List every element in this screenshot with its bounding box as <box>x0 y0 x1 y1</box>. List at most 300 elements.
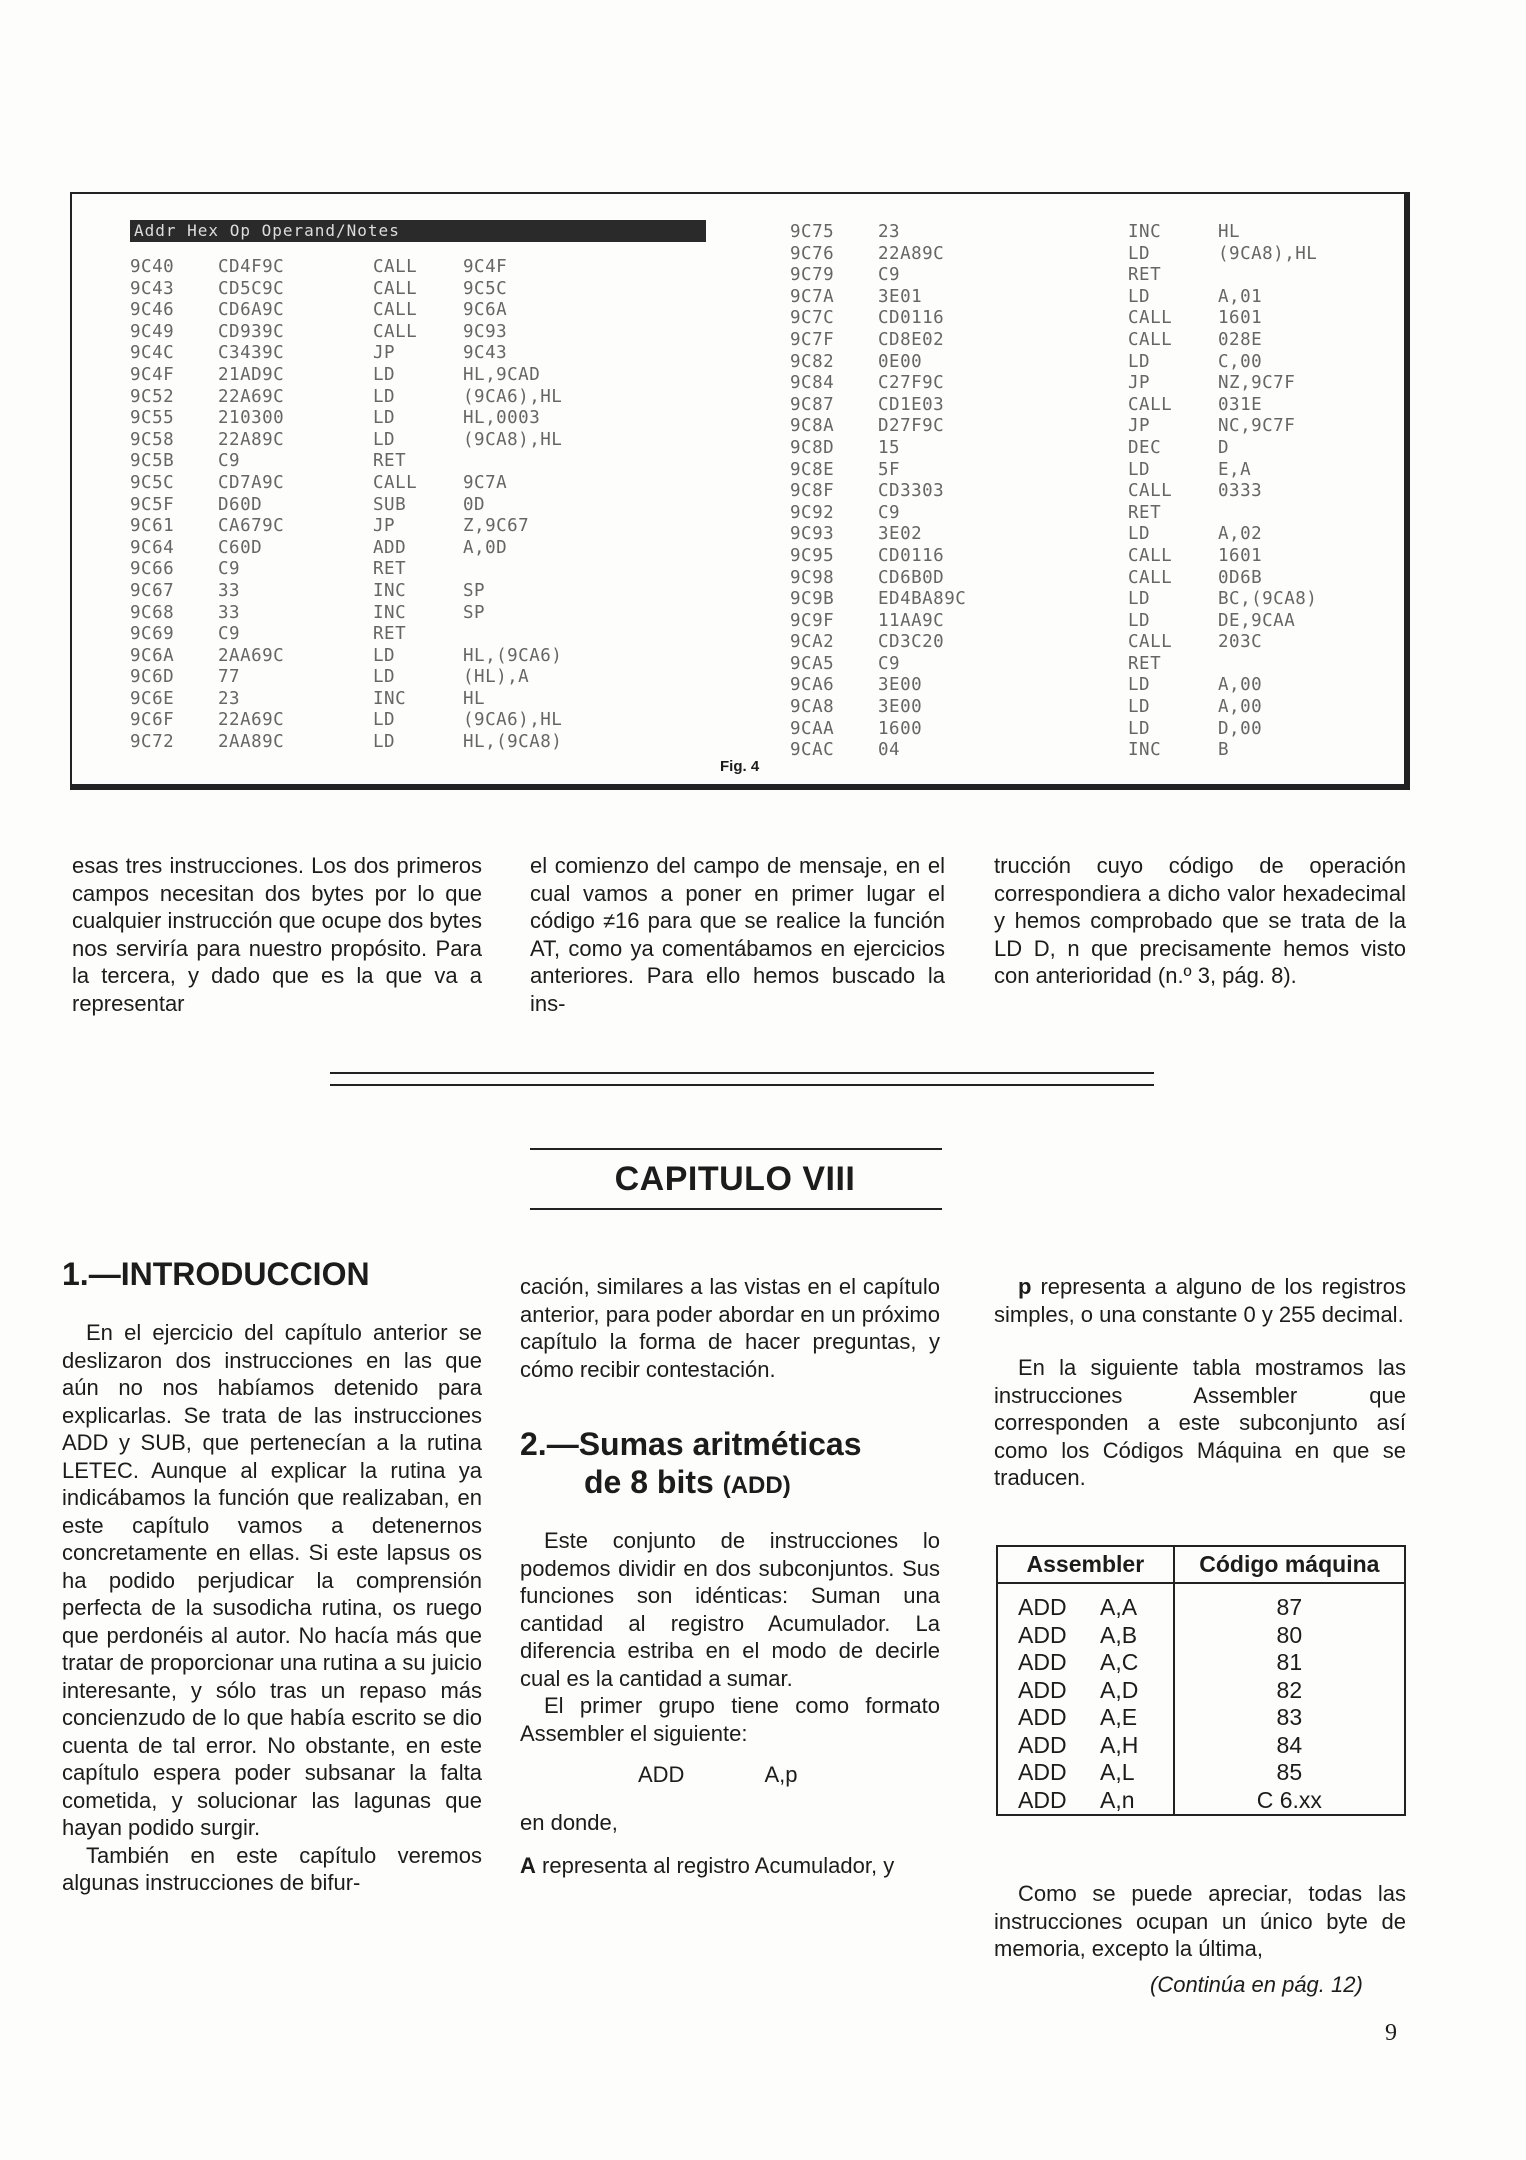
section-1-para-1: En el ejercicio del capítulo anterior se deslizaron dos instrucciones en las que aún no nos habíamos detenido para explicarlas. Se trata de las instrucciones ADD y SUB, que pertenecían a la rutina LETEC. Aunque al explicar la rutina ya indicábamos la función que realizaban, en este capítulo vamos a detenernos concretamente en ellas. Si este lapsus os ha podido perjudicar la comprensión perfecta de la susodicha rutina, os ruego que perdonéis al autor. No hacía más que tratar de proporcionar una rutina a su juicio interesante, y sólo tras un repaso más concienzudo de lo que había escrito se dio cuenta de tal error. No obstante, en este capítulo espera poder subsanar la falta cometida, y solucionar las lagunas que hayan podido surgir. <box>62 1320 482 1840</box>
listing-opcode: DEC <box>1128 437 1162 458</box>
operands: A,n <box>1100 1786 1135 1813</box>
listing-operand: 9C43 <box>463 343 508 364</box>
listing-hex: 0E00 <box>878 351 923 372</box>
left-row <box>130 559 703 581</box>
section-2-heading-line-2-wrap <box>520 1463 940 1505</box>
left-row <box>130 279 703 301</box>
section-2-heading <box>520 1425 940 1505</box>
listing-address: 9CA2 <box>790 632 835 653</box>
listing-address: 9C8D <box>790 437 835 458</box>
listing-hex: CD0116 <box>878 308 945 329</box>
listing-operand: DE,9CAA <box>1218 610 1296 631</box>
listing-operand: 9C7A <box>463 472 508 493</box>
top-text-2: el comienzo del campo de mensaje, en el cual vamos a poner en primer lugar el código ≠16 para que se realice la función AT, como ya comentábamos en ejercicios anteriores. Para ello hemos buscado la ins- <box>530 853 945 1016</box>
listing-address: 9C64 <box>130 537 175 558</box>
listing-hex: 33 <box>218 580 241 601</box>
listing-hex: C9 <box>218 559 241 580</box>
p-symbol: p <box>1018 1274 1032 1299</box>
listing-address: 9C49 <box>130 321 175 342</box>
left-row <box>130 473 703 495</box>
col2-para-3: El primer grupo tiene como formato Assembler el siguiente: <box>520 1693 940 1746</box>
listing-address: 9C6A <box>130 645 175 666</box>
continued-note: (Continúa en pág. 12) <box>1150 1972 1363 1997</box>
right-row <box>790 265 1478 287</box>
listing-operand: C,00 <box>1218 351 1263 372</box>
listing-opcode: SUB <box>373 494 407 515</box>
listing-address: 9C87 <box>790 394 835 415</box>
listing-hex: CA679C <box>218 516 285 537</box>
right-row <box>790 481 1478 503</box>
col3-bottom <box>994 1880 1406 1963</box>
figure-caption: Fig. 4 <box>720 758 760 775</box>
table-body <box>997 1583 1405 1815</box>
operands: A,L <box>1100 1759 1135 1785</box>
listing-operand: HL,(9CA8) <box>463 732 563 753</box>
listing-address: 9C5B <box>130 451 175 472</box>
col2-a-def <box>520 1852 940 1880</box>
col3-p-def <box>994 1273 1406 1328</box>
body-column-2 <box>520 1273 940 1880</box>
listing-hex: 77 <box>218 667 241 688</box>
listing-opcode: ADD <box>373 537 407 558</box>
listing-operand: A,0D <box>463 537 508 558</box>
listing-opcode: RET <box>373 624 407 645</box>
listing-opcode: LD <box>373 645 396 666</box>
machine-code-cell: C 6.xx <box>1256 1786 1322 1813</box>
listing-hex: 22A69C <box>218 710 285 731</box>
listing-hex: CD0116 <box>878 545 945 566</box>
listing-operand <box>463 451 703 473</box>
listing-address: 9C43 <box>130 278 175 299</box>
left-row <box>130 365 703 387</box>
listing-hex: 04 <box>878 740 901 761</box>
listing-operand: 1601 <box>1218 308 1263 329</box>
listing-hex: CD6A9C <box>218 300 285 321</box>
listing-opcode: JP <box>373 343 396 364</box>
listing-address: 9CAA <box>790 718 835 739</box>
listing-hex: 22A89C <box>878 243 945 264</box>
operands: A,E <box>1100 1704 1138 1730</box>
table-row <box>997 1677 1405 1705</box>
listing-operand: SP <box>463 580 486 601</box>
listing-hex: 33 <box>218 602 241 623</box>
left-row <box>130 689 703 711</box>
listing-operand: 203C <box>1218 632 1263 653</box>
left-row <box>130 624 703 646</box>
listing-address: 9C5C <box>130 472 175 493</box>
listing-address: 9C9B <box>790 589 835 610</box>
right-row <box>790 244 1478 266</box>
body-column-1 <box>62 1255 482 1897</box>
table-header-code: Código máquina <box>1174 1546 1405 1583</box>
listing-operand <box>463 559 703 581</box>
section-1-para-2: También en este capítulo veremos algunas instrucciones de bifur- <box>62 1842 482 1895</box>
col3-para-2: En la siguiente tabla mostramos las instrucciones Assembler que corresponden a este subconjunto así como los Códigos Máquina en que se traducen. <box>994 1355 1406 1490</box>
listing-operand: SP <box>463 602 486 623</box>
listing-operand: HL,(9CA6) <box>463 645 563 666</box>
format-arg: A,p <box>764 1762 798 1787</box>
mnemonic: ADD <box>1018 1704 1067 1730</box>
listing-address: 9C8A <box>790 416 835 437</box>
top-text-3: trucción cuyo código de operación correspondiera a dicho valor hexadecimal y hemos comprobado que se trata de la LD D, n que precisamente hemos visto con anterioridad (n.º 3, pág. 8). <box>994 853 1406 988</box>
format-op: ADD <box>638 1762 685 1787</box>
listing-hex: CD5C9C <box>218 278 285 299</box>
listing-operand: 1601 <box>1218 545 1263 566</box>
col3-para-3: Como se puede apreciar, todas las instrucciones ocupan un único byte de memoria, excepto la última, <box>994 1881 1406 1961</box>
listing-address: 9C46 <box>130 300 175 321</box>
listing-right <box>790 222 1478 762</box>
listing-opcode: CALL <box>373 472 418 493</box>
listing-hex: 23 <box>878 222 901 242</box>
right-row <box>790 740 1478 762</box>
listing-hex: 21AD9C <box>218 364 285 385</box>
listing-opcode: CALL <box>1128 394 1173 415</box>
listing-opcode: CALL <box>1128 567 1173 588</box>
listing-address: 9C75 <box>790 222 835 242</box>
right-row <box>790 373 1478 395</box>
listing-operand: A,00 <box>1218 697 1263 718</box>
listing-hex: CD3303 <box>878 481 945 502</box>
listing-operand: 0D <box>463 494 486 515</box>
listing-operand: (9CA8),HL <box>463 429 563 450</box>
left-row <box>130 495 703 517</box>
section-1-heading: 1.—INTRODUCCION <box>62 1256 370 1292</box>
top-column-1 <box>72 852 482 1017</box>
machine-code-cell: 85 <box>1276 1759 1303 1785</box>
listing-opcode: INC <box>1128 740 1162 761</box>
listing-address: 9CA5 <box>790 653 835 674</box>
listing-address: 9C72 <box>130 732 175 753</box>
top-column-3 <box>994 852 1406 990</box>
listing-opcode: LD <box>1128 610 1151 631</box>
listing-address: 9C40 <box>130 257 175 277</box>
mnemonic: ADD <box>1018 1731 1067 1758</box>
listing-operand: A,01 <box>1218 286 1263 307</box>
listing-opcode: RET <box>373 559 407 580</box>
left-row <box>130 516 703 538</box>
listing-opcode: CALL <box>373 257 418 277</box>
listing-hex: C9 <box>218 451 241 472</box>
listing-opcode: LD <box>373 667 396 688</box>
listing-address: 9C79 <box>790 265 835 286</box>
listing-address: 9C8F <box>790 481 835 502</box>
listing-operand: 028E <box>1218 329 1263 350</box>
listing-address: 9C6D <box>130 667 175 688</box>
listing-opcode: RET <box>373 451 407 472</box>
listing-hex: 15 <box>878 437 901 458</box>
right-row <box>790 287 1478 309</box>
left-row <box>130 387 703 409</box>
listing-opcode: JP <box>1128 416 1151 437</box>
listing-operand: BC,(9CA8) <box>1218 589 1318 610</box>
listing-hex: CD1E03 <box>878 394 945 415</box>
listing-hex: 22A69C <box>218 386 285 407</box>
right-row <box>790 352 1478 374</box>
left-row <box>130 581 703 603</box>
listing-hex: 3E02 <box>878 524 923 545</box>
table-row <box>997 1787 1405 1816</box>
listing-hex: C9 <box>878 265 901 286</box>
listing-address: 9C76 <box>790 243 835 264</box>
left-row <box>130 322 703 344</box>
listing-hex: CD939C <box>218 321 285 342</box>
listing-hex: CD8E02 <box>878 329 945 350</box>
chapter-rule-top <box>530 1148 942 1150</box>
right-row <box>790 675 1478 697</box>
listing-opcode: INC <box>373 602 407 623</box>
divider-rule-bottom <box>330 1084 1154 1086</box>
listing-address: 9C7C <box>790 308 835 329</box>
assembler-cell <box>997 1704 1174 1732</box>
listing-address: 9CA6 <box>790 675 835 696</box>
right-row <box>790 632 1478 654</box>
right-row <box>790 589 1478 611</box>
listing-address: 9C69 <box>130 624 175 645</box>
listing-opcode: CALL <box>373 278 418 299</box>
listing-opcode: LD <box>373 710 396 731</box>
p-definition: representa a alguno de los registros simples, o una constante 0 y 255 decimal. <box>994 1274 1406 1327</box>
right-row <box>790 416 1478 438</box>
operands: A,A <box>1100 1594 1138 1620</box>
left-row <box>130 408 703 430</box>
machine-code-cell: 81 <box>1276 1649 1303 1675</box>
listing-address: 9C66 <box>130 559 175 580</box>
section-2-heading-line-2: de 8 bits <box>584 1464 714 1500</box>
listing-opcode: CALL <box>1128 329 1173 350</box>
chapter-title: CAPITULO VIII <box>614 1160 856 1198</box>
right-row <box>790 611 1478 633</box>
assembler-table <box>996 1545 1406 1816</box>
listing-hex: 2AA69C <box>218 645 285 666</box>
listing-operand: Z,9C67 <box>463 516 530 537</box>
listing-operand: (9CA6),HL <box>463 386 563 407</box>
listing-operand: (9CA6),HL <box>463 710 563 731</box>
listing-address: 9C7F <box>790 329 835 350</box>
listing-address: 9C84 <box>790 373 835 394</box>
listing-address: 9C6F <box>130 710 175 731</box>
listing-operand: NZ,9C7F <box>1218 373 1296 394</box>
listing-address: 9C68 <box>130 602 175 623</box>
operands: A,B <box>1100 1621 1138 1648</box>
right-row <box>790 524 1478 546</box>
a-definition: representa al registro Acumulador, y <box>542 1853 895 1878</box>
listing-hex: 5F <box>878 459 901 480</box>
left-row <box>130 603 703 625</box>
listing-opcode: CALL <box>373 300 418 321</box>
table-row <box>997 1704 1405 1732</box>
right-row <box>790 222 1478 244</box>
right-row <box>790 460 1478 482</box>
listing-opcode: LD <box>1128 243 1151 264</box>
listing-opcode: INC <box>373 580 407 601</box>
assembler-cell <box>997 1677 1174 1705</box>
body-column-3 <box>994 1273 1406 1492</box>
listing-operand: HL <box>1218 222 1241 242</box>
listing-opcode: LD <box>1128 675 1151 696</box>
listing-hex: CD3C20 <box>878 632 945 653</box>
listing-operand: 9C4F <box>463 257 508 277</box>
table-row <box>997 1649 1405 1677</box>
listing-opcode: CALL <box>373 321 418 342</box>
listing-left <box>130 257 703 754</box>
mnemonic: ADD <box>1018 1594 1067 1620</box>
listing-address: 9C95 <box>790 545 835 566</box>
listing-operand: 9C5C <box>463 278 508 299</box>
listing-address: 9C8E <box>790 459 835 480</box>
left-row <box>130 710 703 732</box>
assembler-cell <box>997 1787 1174 1816</box>
listing-opcode: LD <box>1128 718 1151 739</box>
listing-operand: (HL),A <box>463 667 530 688</box>
listing-operand: D,00 <box>1218 718 1263 739</box>
table-row <box>997 1759 1405 1787</box>
listing-address: 9C55 <box>130 408 175 429</box>
listing-opcode: LD <box>373 408 396 429</box>
right-row <box>790 568 1478 590</box>
machine-code-cell: 80 <box>1276 1621 1303 1648</box>
machine-code-cell: 87 <box>1276 1594 1303 1620</box>
listing-hex: CD7A9C <box>218 472 285 493</box>
assembler-cell <box>997 1732 1174 1760</box>
mnemonic: ADD <box>1018 1621 1067 1648</box>
listing-operand: (9CA8),HL <box>1218 243 1318 264</box>
listing-operand: 9C93 <box>463 321 508 342</box>
table-header-assembler: Assembler <box>997 1546 1174 1583</box>
listing-hex: 3E00 <box>878 697 923 718</box>
machine-code-cell: 84 <box>1276 1731 1303 1758</box>
listing-hex: 22A89C <box>218 429 285 450</box>
right-row <box>790 308 1478 330</box>
listing-address: 9C82 <box>790 351 835 372</box>
listing-address: 9C52 <box>130 386 175 407</box>
right-row <box>790 719 1478 741</box>
listing-address: 9C58 <box>130 429 175 450</box>
left-row <box>130 538 703 560</box>
left-row <box>130 667 703 689</box>
listing-hex: 1600 <box>878 718 923 739</box>
listing-opcode: LD <box>1128 589 1151 610</box>
section-2-heading-line-1: 2.—Sumas aritméticas <box>520 1426 862 1462</box>
operands: A,H <box>1100 1731 1139 1758</box>
listing-address: 9C9F <box>790 610 835 631</box>
listing-hex: D60D <box>218 494 263 515</box>
listing-operand: B <box>1218 740 1230 761</box>
listing-hex: 2AA89C <box>218 732 285 753</box>
assembler-cell <box>997 1583 1174 1622</box>
listing-address: 9C6E <box>130 688 175 709</box>
listing-opcode: RET <box>1128 502 1162 523</box>
listing-opcode: RET <box>1128 653 1162 674</box>
listing-opcode: LD <box>373 386 396 407</box>
right-row <box>790 546 1478 568</box>
listing-opcode: JP <box>373 516 396 537</box>
divider-rule-top <box>330 1072 1154 1074</box>
machine-code-cell: 83 <box>1276 1704 1303 1730</box>
listing-hex: 3E00 <box>878 675 923 696</box>
listing-address: 9C93 <box>790 524 835 545</box>
chapter-rule-bottom <box>530 1208 942 1210</box>
listing-opcode: RET <box>1128 265 1162 286</box>
listing-address: 9CA8 <box>790 697 835 718</box>
page-number: 9 <box>1385 2020 1397 2046</box>
right-row <box>790 330 1478 352</box>
assembler-cell <box>997 1649 1174 1677</box>
mnemonic: ADD <box>1018 1759 1067 1785</box>
listing-address: 9C67 <box>130 580 175 601</box>
listing-opcode: LD <box>1128 524 1151 545</box>
mnemonic: ADD <box>1018 1676 1067 1703</box>
listing-operand: HL <box>463 688 486 709</box>
listing-hex: C9 <box>878 653 901 674</box>
listing-hex: 11AA9C <box>878 610 945 631</box>
listing-address: 9C98 <box>790 567 835 588</box>
listing-operand <box>1218 654 1478 676</box>
table-row <box>997 1583 1405 1622</box>
listing-operand: A,02 <box>1218 524 1263 545</box>
listing-operand: HL,9CAD <box>463 364 541 385</box>
table-row <box>997 1622 1405 1650</box>
right-row <box>790 697 1478 719</box>
left-row <box>130 732 703 754</box>
section-2-heading-suffix: (ADD) <box>722 1472 791 1499</box>
listing-opcode: INC <box>1128 222 1162 242</box>
assembler-cell <box>997 1622 1174 1650</box>
listing-operand <box>1218 265 1478 287</box>
listing-operand: A,00 <box>1218 675 1263 696</box>
listing-opcode: CALL <box>1128 481 1173 502</box>
listing-opcode: LD <box>373 429 396 450</box>
right-row <box>790 503 1478 525</box>
listing-address: 9CAC <box>790 740 835 761</box>
listing-address: 9C61 <box>130 516 175 537</box>
table-row <box>997 1732 1405 1760</box>
listing-hex: ED4BA89C <box>878 589 967 610</box>
assembler-cell <box>997 1759 1174 1787</box>
listing-hex: 3E01 <box>878 286 923 307</box>
col2-para-1: cación, similares a las vistas en el capítulo anterior, para poder abordar en un próximo capítulo la forma de hacer preguntas, y cómo recibir contestación. <box>520 1274 940 1382</box>
listing-hex: C9 <box>218 624 241 645</box>
left-row <box>130 257 703 279</box>
listing-opcode: CALL <box>1128 545 1173 566</box>
listing-operand <box>1218 503 1478 525</box>
left-row <box>130 646 703 668</box>
top-column-2 <box>530 852 945 1017</box>
listing-opcode: LD <box>373 732 396 753</box>
listing-header: Addr Hex Op Operand/Notes <box>130 220 706 242</box>
listing-operand: 0D6B <box>1218 567 1263 588</box>
listing-address: 9C92 <box>790 502 835 523</box>
listing-hex: C9 <box>878 502 901 523</box>
listing-opcode: INC <box>373 688 407 709</box>
listing-operand <box>463 624 703 646</box>
right-row <box>790 395 1478 417</box>
listing-operand: 0333 <box>1218 481 1263 502</box>
listing-address: 9C4F <box>130 364 175 385</box>
listing-hex: D27F9C <box>878 416 945 437</box>
operands: A,C <box>1100 1649 1139 1675</box>
listing-opcode: CALL <box>1128 308 1173 329</box>
listing-address: 9C7A <box>790 286 835 307</box>
listing-opcode: LD <box>1128 351 1151 372</box>
machine-code-cell: 82 <box>1276 1676 1303 1703</box>
listing-opcode: LD <box>1128 697 1151 718</box>
left-row <box>130 300 703 322</box>
listing-opcode: LD <box>373 364 396 385</box>
format-line <box>520 1761 940 1789</box>
a-symbol: A <box>520 1853 536 1878</box>
listing-operand: NC,9C7F <box>1218 416 1296 437</box>
listing-hex: C3439C <box>218 343 285 364</box>
